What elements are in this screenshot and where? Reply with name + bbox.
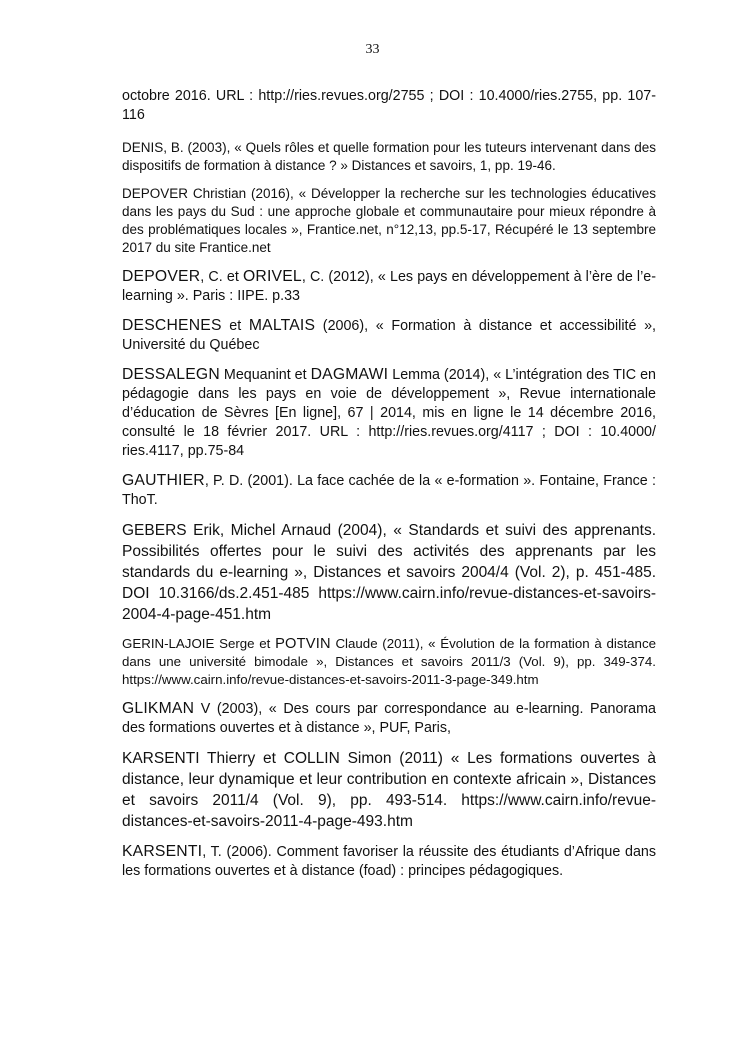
reference-karsenti-2006: KARSENTI, T. (2006). Comment favoriser la réussite des étudiants d’Afrique dans les formations ouvertes et à distance (foad) : principes pédagogiques. <box>122 843 656 879</box>
author-name: DAGMAWI <box>310 366 389 383</box>
author-name: ORIVEL <box>242 268 302 285</box>
author-name: DESCHENES <box>122 317 222 334</box>
reference-depover-orivel: DEPOVER, C. et ORIVEL, C. (2012), « Les pays en développement à l’ère de l’e-learning ». Paris : IIPE. p.33 <box>122 268 656 304</box>
page-number: 33 <box>365 42 380 57</box>
reference-depover-2016: DEPOVER Christian (2016), « Développer la recherche sur les technologies éducatives dans les pays du Sud : une approche globale et communautaire pour mieux répondre à des problématiques locales », Frantice.net, n°12,13, pp.5-17, Récupéré le 13 septembre 2017 du site Frantice.net <box>122 186 656 255</box>
author-name: DEPOVER <box>122 268 201 285</box>
author-name: GAUTHIER <box>122 472 205 489</box>
reference-continuation: octobre 2016. URL : http://ries.revues.org/2755 ; DOI : 10.4000/ries.2755, pp. 107-116 <box>122 88 656 123</box>
author-name: POTVIN <box>275 636 331 652</box>
author-name: KARSENTI <box>122 843 203 860</box>
author-name: DESSALEGN <box>122 366 220 383</box>
reference-deschenes: DESCHENES et MALTAIS (2006), « Formation à distance et accessibilité », Université du Québec <box>122 317 656 353</box>
author-name: MALTAIS <box>248 317 316 334</box>
reference-denis: DENIS, B. (2003), « Quels rôles et quelle formation pour les tuteurs intervenant dans des dispositifs de formation à distance ? » Distances et savoirs, 1, pp. 19-46. <box>122 140 656 173</box>
reference-karsenti-collin: KARSENTI Thierry et COLLIN Simon (2011) « Les formations ouvertes à distance, leur dynamique et leur contribution en contexte africain », Distances et savoirs 2011/4 (Vol. 9), pp. 493-514. https://www.cairn.info/revue-distances-et-savoirs-2011-4-page-493.htm <box>122 750 656 830</box>
reference-gauthier: GAUTHIER, P. D. (2001). La face cachée de la « e-formation ». Fontaine, France : ThoT. <box>122 472 656 508</box>
reference-dessalegn: DESSALEGN Mequanint et DAGMAWI Lemma (2014), « L’intégration des TIC en pédagogie dans les pays en voie de développement », Revue internationale d’éducation de Sèvres [En ligne], 67 | 2014, mis en ligne le 14 décembre 2016, consulté le 18 février 2017. URL : http://ries.revues.org/4117 ; DOI : 10.4000/ ries.4117, pp.75-84 <box>122 366 656 459</box>
reference-list <box>122 87 656 891</box>
reference-gebers: GEBERS Erik, Michel Arnaud (2004), « Standards et suivi des apprenants. Possibilités offertes pour le suivi des activités des apprenants par les standards du e-learning », Distances et savoirs 2004/4 (Vol. 2), p. 451-485. DOI 10.3166/ds.2.451-485 https://www.cairn.info/revue-distances-et-savoirs-2004-4-page-451.htm <box>122 522 656 623</box>
author-name: GLIKMAN <box>122 700 195 717</box>
reference-glikman: GLIKMAN V (2003), « Des cours par correspondance au e-learning. Panorama des formations ouvertes et à distance », PUF, Paris, <box>122 700 656 736</box>
reference-gerin-lajoie: GERIN-LAJOIE Serge et POTVIN Claude (2011), « Évolution de la formation à distance dans une université bimodale », Distances et savoirs 2011/3 (Vol. 9), pp. 349-374. https://www.cairn.info/revue-distances-et-savoirs-2011-3-page-349.htm <box>122 636 656 687</box>
